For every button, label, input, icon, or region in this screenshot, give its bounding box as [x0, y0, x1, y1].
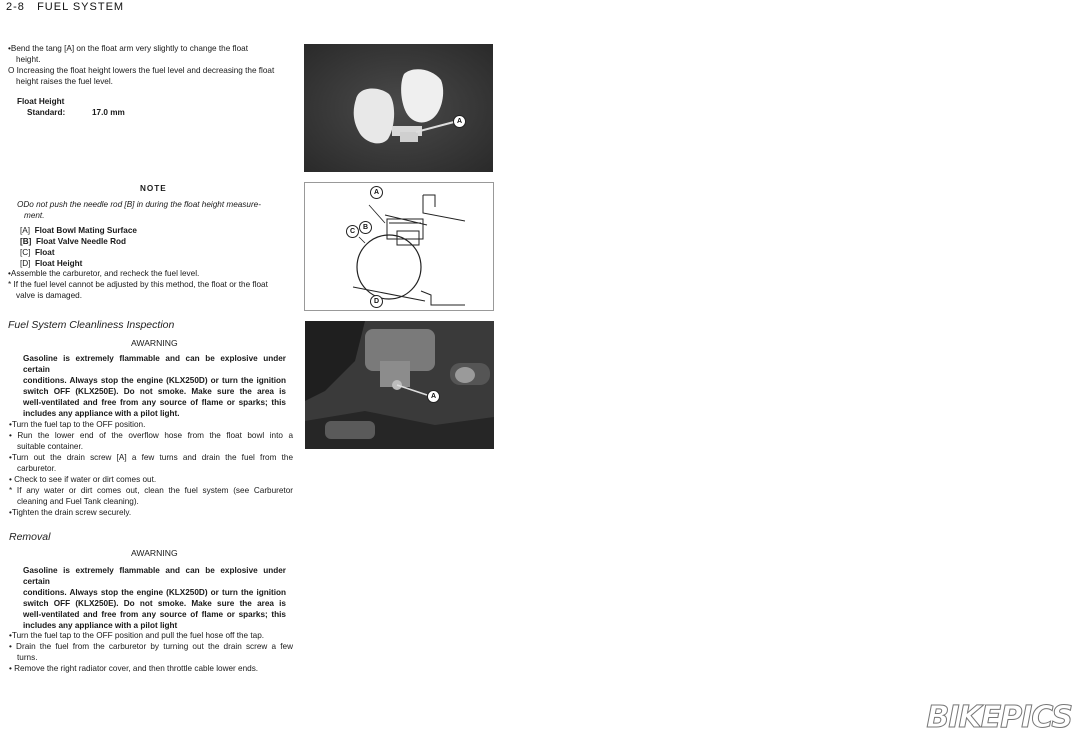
float-instructions	[8, 43, 292, 87]
float-photo	[304, 44, 493, 172]
step: * If the fuel level cannot be adjusted by this method, the float or the float	[8, 280, 268, 289]
carburetor-photo	[305, 321, 494, 449]
warning-text: Gasoline is extremely flammable and can be explosive under certain conditions. Always stop the engine (KLX250D) or turn the ignition switch OFF (KLX250E). Do not smoke. Make sure the area is well-ventilated and free from any source of flame or sparks; this includes any appliance with a pilot light.	[23, 354, 286, 418]
page-number: 2-8	[6, 1, 25, 13]
page-header	[6, 1, 124, 13]
reassembly-steps	[8, 268, 292, 301]
removal-steps: •Turn the fuel tap to the OFF position and pull the fuel hose off the tap. • Drain the fuel from the carburetor by turning out the drain screw a few turns. • Remove the right radiator cover, and then throttle cable lower ends.	[9, 631, 293, 673]
note-line-2: ment.	[24, 211, 45, 220]
callout-a: A	[453, 115, 466, 128]
note-text	[17, 199, 292, 221]
spec-value: 17.0 mm	[92, 108, 125, 117]
diagram-callout-a: A	[370, 186, 383, 199]
diagram-drawing	[305, 183, 493, 310]
legend-item: [A] Float Bowl Mating Surface	[20, 226, 137, 235]
removal-warning-title: AWARNING	[131, 548, 178, 558]
float-note-cont: height raises the fuel level.	[16, 77, 113, 86]
callout-drain-screw: A	[427, 390, 440, 403]
cleanliness-steps: •Turn the fuel tap to the OFF position. • Run the lower end of the overflow hose from the float bowl into a suitable container. •Turn out the drain screw [A] a few turns and drain the fuel from the carburetor. • Check to see if water or dirt comes out. * If any water or dirt comes out, clean the fuel system (see Carburetor cleaning and Fuel Tank cleaning). •Tighten the drain screw securely.	[9, 420, 293, 517]
bikepics-watermark-logo: BIKEPICS	[926, 700, 1072, 735]
legend-item: [C] Float	[20, 248, 55, 257]
note-line-1: ODo not push the needle rod [B] in during the float height measure-	[17, 200, 261, 209]
float-height-diagram	[304, 182, 494, 311]
spec-title: Float Height	[17, 97, 65, 106]
step: •Assemble the carburetor, and recheck the fuel level.	[8, 269, 200, 278]
diagram-callout-d: D	[370, 295, 383, 308]
float-bullet: •Bend the tang [A] on the float arm very slightly to change the float	[8, 44, 248, 53]
section-title: FUEL SYSTEM	[37, 1, 125, 13]
step-cont: valve is damaged.	[16, 291, 82, 300]
spec-label: Standard:	[27, 108, 66, 117]
figure-legend	[20, 225, 137, 269]
float-bullet-cont: height.	[16, 55, 41, 64]
legend-item: [D] Float Height	[20, 259, 83, 268]
carburetor-photo-illustration	[305, 321, 494, 449]
diagram-callout-c: C	[346, 225, 359, 238]
diagram-callout-b: B	[359, 221, 372, 234]
warning-title: AWARNING	[131, 338, 178, 348]
removal-heading: Removal	[9, 531, 51, 543]
float-photo-illustration	[304, 44, 493, 172]
note-title: NOTE	[140, 184, 167, 193]
cleanliness-heading: Fuel System Cleanliness Inspection	[8, 319, 175, 331]
float-note: O Increasing the float height lowers the fuel level and decreasing the float	[8, 66, 275, 75]
legend-item: [B] Float Valve Needle Rod	[20, 237, 127, 246]
removal-warning-text: Gasoline is extremely flammable and can be explosive under certain conditions. Always stop the engine (KLX250D) or turn the ignition switch OFF (KLX250E). Do not smoke. Make sure the area is well-ventilated and free from any source of flame or sparks; this includes any appliance with a pilot light	[23, 566, 286, 630]
